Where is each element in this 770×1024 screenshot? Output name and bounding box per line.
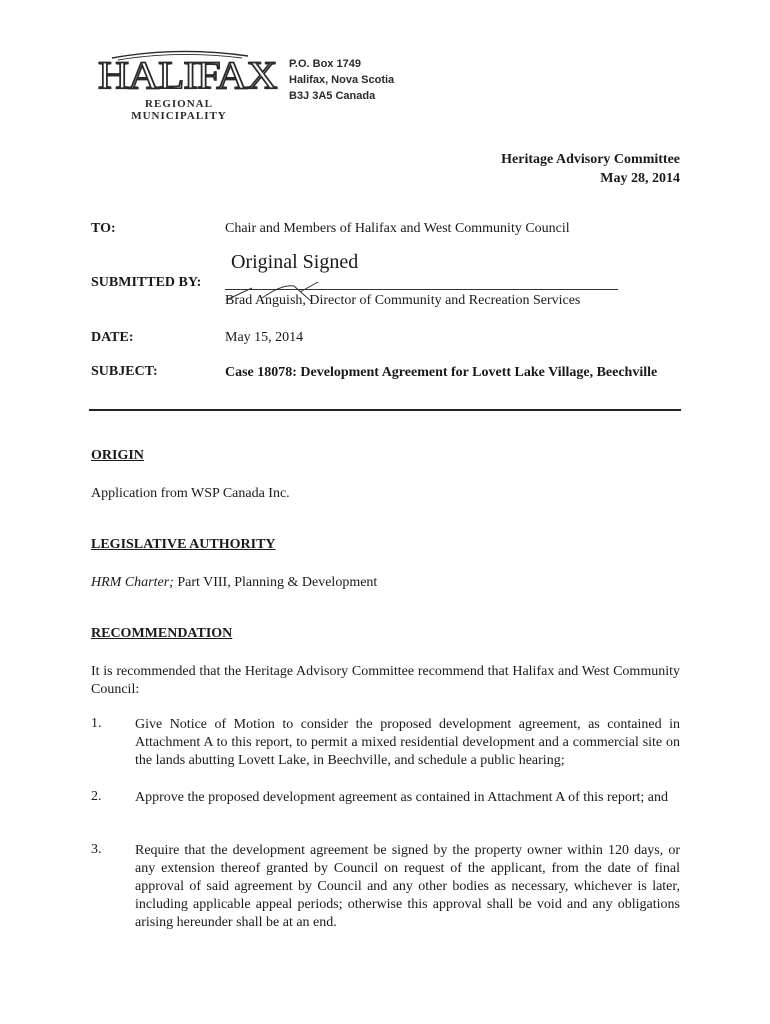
list-item-number: 2. (91, 789, 102, 804)
date-label: DATE: (91, 330, 134, 345)
halifax-logo (98, 48, 277, 122)
subject-label: SUBJECT: (91, 364, 158, 379)
legislative-authority-heading: LEGISLATIVE AUTHORITY (91, 537, 276, 552)
recommendation-intro: It is recommended that the Heritage Advisory Committee recommend that Halifax and West Community Council: (91, 664, 680, 697)
list-item-number: 1. (91, 716, 102, 731)
legislative-authority-text (91, 574, 377, 592)
origin-text: Application from WSP Canada Inc. (91, 486, 290, 501)
address-line: B3J 3A5 Canada (289, 90, 376, 102)
committee-name: Heritage Advisory Committee (501, 152, 680, 167)
logo-wordmark: HALIFAX (98, 53, 277, 98)
charter-name: HRM Charter; (91, 575, 174, 590)
list-item: Approve the proposed development agreement as contained in Attachment A of this report; and (135, 790, 669, 805)
meeting-header (501, 150, 680, 188)
list-item: Require that the development agreement be signed by the property owner within 120 days, or any extension thereof granted by Council on request of the applicant, from the date of final approval of said agreement by Council and any other bodies as necessary, whichever is later, including applicable appeal periods; otherwise this approval shall be void and any obligations arising hereunder shall be at an end. (135, 843, 680, 930)
address-line: Halifax, Nova Scotia (289, 74, 395, 86)
list-item-number: 3. (91, 842, 102, 857)
list-item: Give Notice of Motion to consider the proposed development agreement, as contained in Attachment A to this report, to permit a mixed residential development and a commercial site on the lands abutting Lovett Lake, in Beechville, and schedule a public hearing; (135, 717, 680, 768)
mailing-address (289, 56, 394, 104)
original-signed-text: Original Signed (231, 251, 359, 273)
to-label: TO: (91, 221, 116, 236)
date-value: May 15, 2014 (225, 330, 304, 345)
meeting-date: May 28, 2014 (600, 171, 680, 186)
logo-subtitle: REGIONAL MUNICIPALITY (131, 98, 227, 122)
header-divider (89, 409, 681, 411)
submitted-by-label: SUBMITTED BY: (91, 275, 202, 290)
recommendation-heading: RECOMMENDATION (91, 626, 233, 641)
charter-part: Part VIII, Planning & Development (173, 575, 378, 590)
address-line: P.O. Box 1749 (289, 58, 361, 70)
origin-heading: ORIGIN (91, 448, 144, 463)
to-value: Chair and Members of Halifax and West Community Council (225, 221, 570, 236)
submitted-by-value: Brad Anguish, Director of Community and Recreation Services (225, 293, 581, 308)
subject-value: Case 18078: Development Agreement for Lovett Lake Village, Beechville (225, 365, 658, 380)
